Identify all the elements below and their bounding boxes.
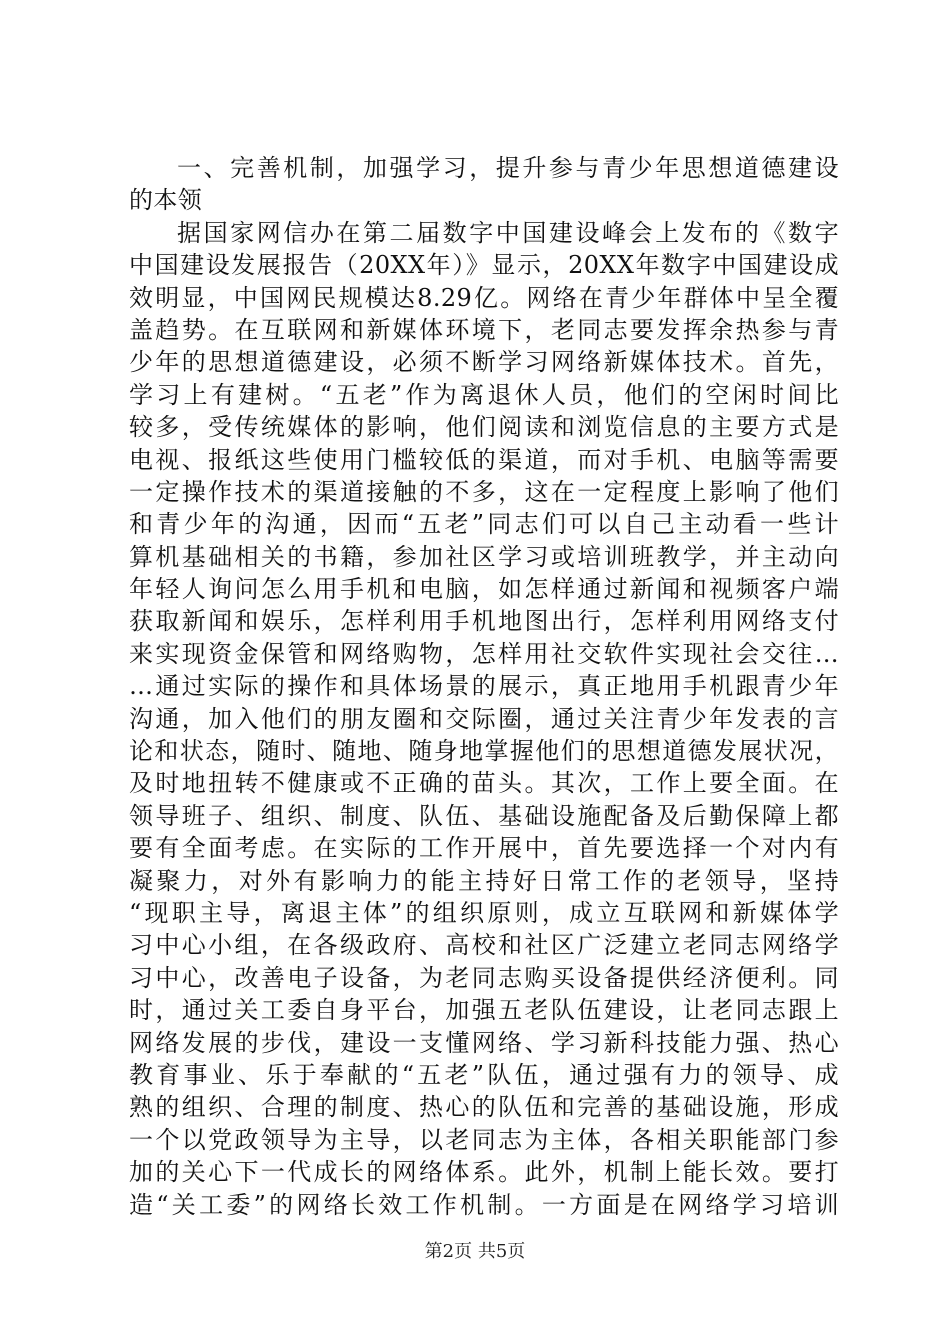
- paragraph-line: 论和状态，随时、随地、随身地掌握他们的思想道德发展状况，: [129, 737, 839, 766]
- paragraph-line: 要有全面考虑。在实际的工作开展中，首先要选择一个对内有: [129, 834, 839, 863]
- paragraph-line: 较多，受传统媒体的影响，他们阅读和浏览信息的主要方式是: [129, 413, 839, 442]
- paragraph-line: 加的关心下一代成长的网络体系。此外，机制上能长效。要打: [129, 1158, 839, 1187]
- paragraph-line: 教育事业、乐于奉献的“五老”队伍，通过强有力的领导、成: [129, 1060, 839, 1089]
- paragraph-line: 获取新闻和娱乐，怎样利用手机地图出行，怎样利用网络支付: [129, 607, 839, 636]
- paragraph-line: 凝聚力，对外有影响力的能主持好日常工作的老领导，坚持: [129, 866, 839, 895]
- paragraph-line: 电视、报纸这些使用门槛较低的渠道，而对手机、电脑等需要: [129, 445, 839, 474]
- paragraph-line: 习中心小组，在各级政府、高校和社区广泛建立老同志网络学: [129, 931, 839, 960]
- paragraph-line: 效明显，中国网民规模达8.29亿。网络在青少年群体中呈全覆: [129, 283, 839, 312]
- document-body: [129, 152, 839, 1221]
- paragraph-line: 熟的组织、合理的制度、热心的队伍和完善的基础设施，形成: [129, 1093, 839, 1122]
- paragraph-line: 来实现资金保管和网络购物，怎样用社交软件实现社会交往…: [129, 639, 839, 668]
- paragraph-line: …通过实际的操作和具体场景的展示，真正地用手机跟青少年: [129, 672, 839, 701]
- paragraph-line: 一个以党政领导为主导，以老同志为主体，各相关职能部门参: [129, 1125, 839, 1154]
- section-heading-line: 的本领: [129, 186, 203, 215]
- paragraph-line: 习中心，改善电子设备，为老同志购买设备提供经济便利。同: [129, 963, 839, 992]
- paragraph-line: 据国家网信办在第二届数字中国建设峰会上发布的《数字: [177, 218, 839, 247]
- paragraph-line: 造“关工委”的网络长效工作机制。一方面是在网络学习培训: [129, 1190, 839, 1219]
- paragraph-line: 盖趋势。在互联网和新媒体环境下，老同志要发挥余热参与青: [129, 315, 839, 344]
- paragraph-line: 年轻人询问怎么用手机和电脑，如怎样通过新闻和视频客户端: [129, 575, 839, 604]
- paragraph-line: 领导班子、组织、制度、队伍、基础设施配备及后勤保障上都: [129, 801, 839, 830]
- section-heading-line: 一、完善机制，加强学习，提升参与青少年思想道德建设: [177, 154, 839, 182]
- paragraph-line: 及时地扭转不健康或不正确的苗头。其次，工作上要全面。在: [129, 769, 839, 798]
- page-number-footer: 第2页 共5页: [424, 1241, 526, 1262]
- paragraph-line: 学习上有建树。“五老”作为离退休人员，他们的空闲时间比: [129, 380, 839, 409]
- paragraph-line: 时，通过关工委自身平台，加强五老队伍建设，让老同志跟上: [129, 996, 839, 1025]
- paragraph-line: 少年的思想道德建设，必须不断学习网络新媒体技术。首先，: [129, 348, 839, 377]
- paragraph-line: 沟通，加入他们的朋友圈和交际圈，通过关注青少年发表的言: [129, 704, 839, 733]
- paragraph-line: 和青少年的沟通，因而“五老”同志们可以自己主动看一些计: [129, 510, 839, 539]
- paragraph-line: 中国建设发展报告（20XX年）》显示，20XX年数字中国建设成: [129, 251, 839, 280]
- paragraph-line: 算机基础相关的书籍，参加社区学习或培训班教学，并主动向: [129, 542, 839, 571]
- paragraph-line: 网络发展的步伐，建设一支懂网络、学习新科技能力强、热心: [129, 1028, 839, 1057]
- paragraph-line: “现职主导，离退主体”的组织原则，成立互联网和新媒体学: [129, 898, 839, 927]
- paragraph-line: 一定操作技术的渠道接触的不多，这在一定程度上影响了他们: [129, 477, 839, 506]
